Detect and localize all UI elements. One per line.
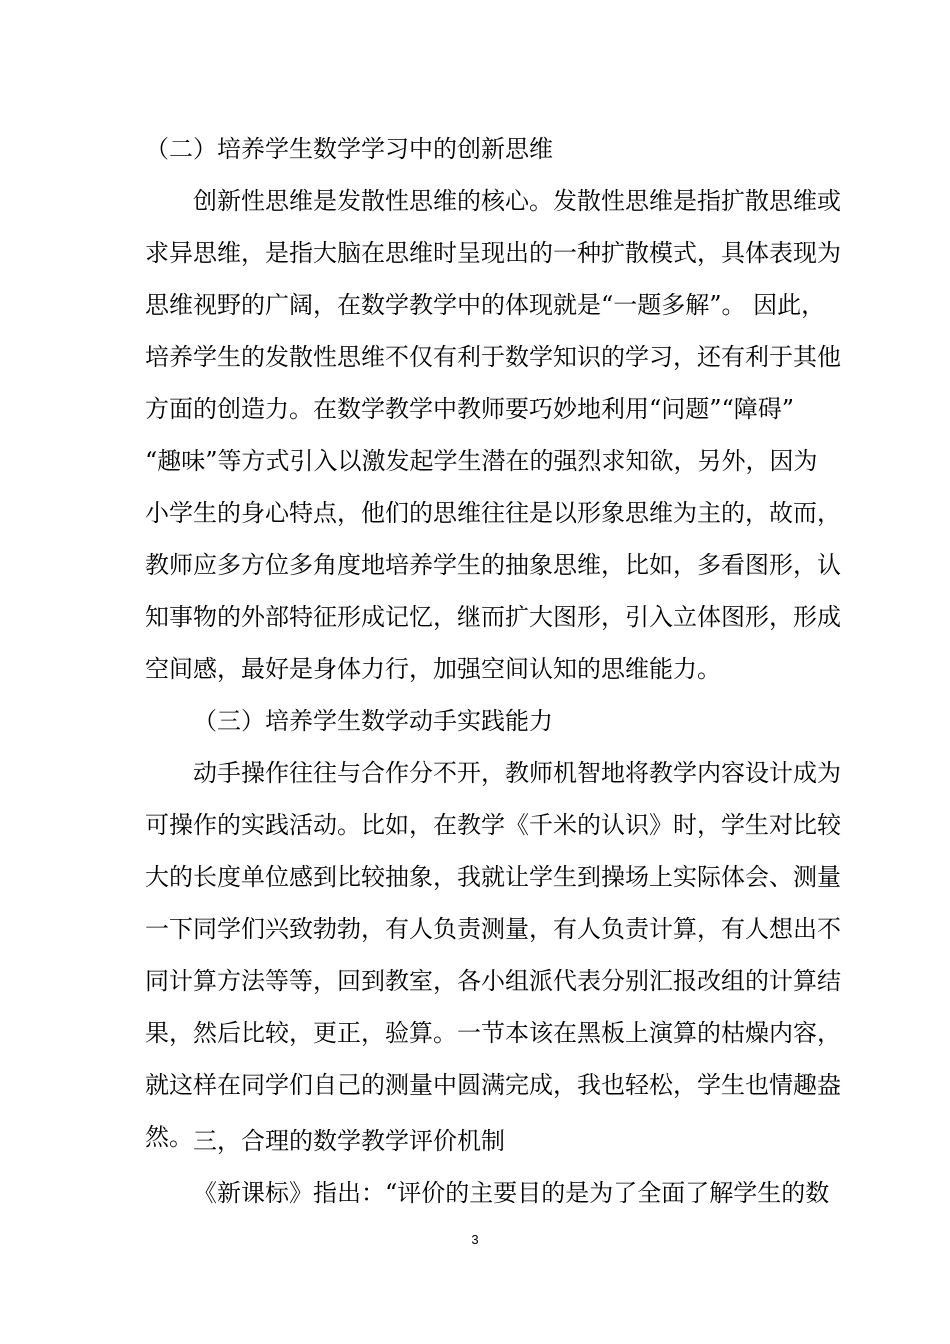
- paragraph-line: 培养学生的发散性思维不仅有利于数学知识的学习，还有利于其他: [145, 343, 841, 371]
- paragraph-line: 动手操作往往与合作分不开，教师机智地将教学内容设计成为: [193, 759, 841, 787]
- paragraph-line: 《新课标》指出：“评价的主要目的是为了全面了解学生的数: [193, 1179, 830, 1207]
- paragraph-line: 同计算方法等等，回到教室，各小组派代表分别汇报改组的计算结: [145, 967, 841, 995]
- section-heading-three: 三，合理的数学教学评价机制: [193, 1127, 505, 1155]
- paragraph-line: 一下同学们兴致勃勃，有人负责测量，有人负责计算，有人想出不: [145, 915, 841, 943]
- page-number: 3: [471, 1232, 479, 1247]
- paragraph-line: 大的长度单位感到比较抽象，我就让学生到操场上实际体会、测量: [145, 863, 841, 891]
- paragraph-line: 空间感，最好是身体力行，加强空间认知的思维能力。: [145, 655, 721, 683]
- paragraph-line: 然。: [145, 1123, 193, 1151]
- paragraph-line: 方面的创造力。在数学教学中教师要巧妙地利用“问题”“障碍”: [145, 395, 795, 423]
- paragraph-line: 知事物的外部特征形成记忆，继而扩大图形，引入立体图形，形成: [145, 603, 841, 631]
- paragraph-line: 果，然后比较，更正，验算。一节本该在黑板上演算的枯燥内容，: [145, 1019, 841, 1047]
- paragraph-line: 小学生的身心特点，他们的思维往往是以形象思维为主的，故而，: [145, 499, 841, 527]
- section-heading-2: （二）培养学生数学学习中的创新思维: [145, 135, 553, 163]
- paragraph-line: 可操作的实践活动。比如，在教学《千米的认识》时，学生对比较: [145, 811, 841, 839]
- paragraph-line: 就这样在同学们自己的测量中圆满完成，我也轻松，学生也情趣盎: [145, 1071, 841, 1099]
- paragraph-line: 教师应多方位多角度地培养学生的抽象思维，比如，多看图形，认: [145, 551, 841, 579]
- paragraph-line: “趣味”等方式引入以激发起学生潜在的强烈求知欲，另外，因为: [145, 447, 818, 475]
- paragraph-line: 创新性思维是发散性思维的核心。发散性思维是指扩散思维或: [193, 187, 841, 215]
- paragraph-line: 思维视野的广阔，在数学教学中的体现就是“一题多解”。 因此，: [145, 291, 826, 319]
- section-heading-3: （三）培养学生数学动手实践能力: [193, 707, 553, 735]
- paragraph-line: 求异思维，是指大脑在思维时呈现出的一种扩散模式，具体表现为: [145, 239, 841, 267]
